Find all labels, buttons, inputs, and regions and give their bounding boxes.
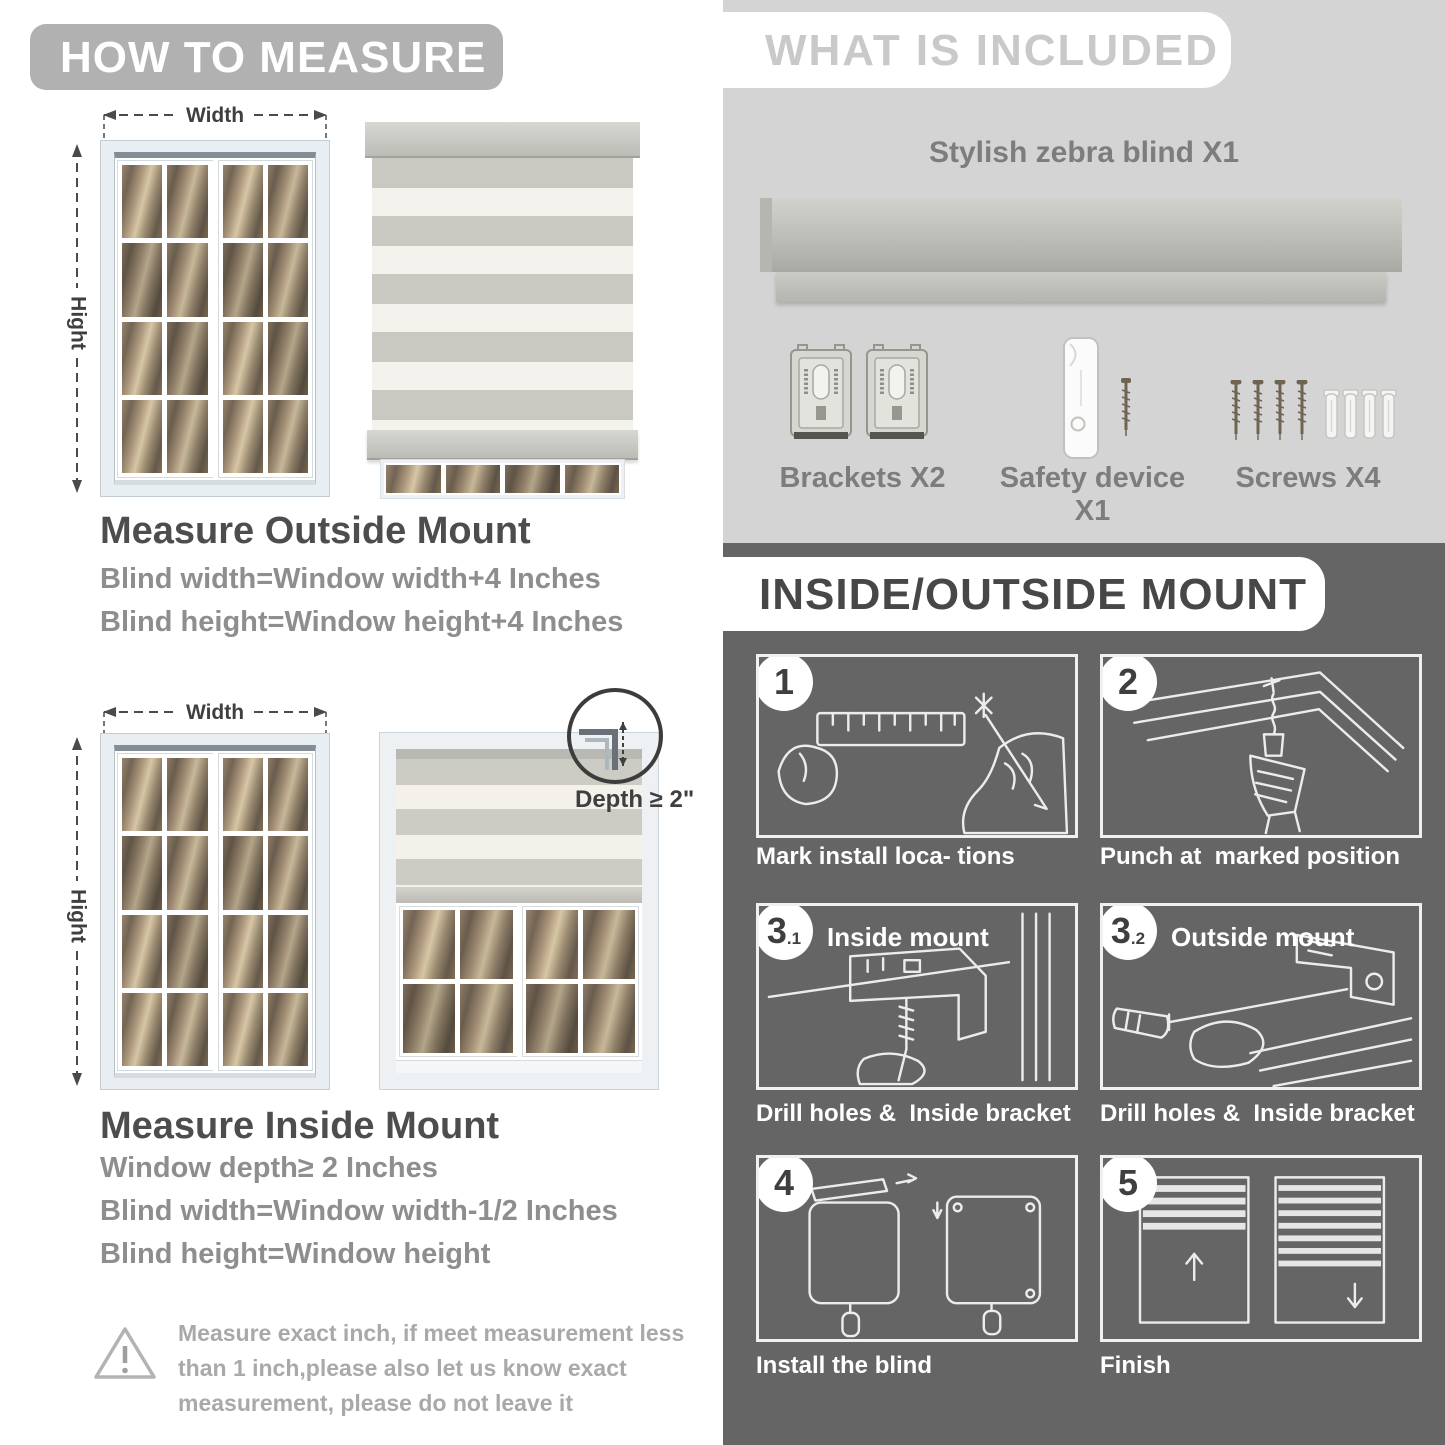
window-illustration-inside [100, 733, 330, 1090]
step-panel-3-1 [756, 903, 1078, 1090]
step-caption-1: Mark install loca- tions [756, 843, 1015, 870]
step-caption-3-1: Drill holes & Inside bracket [756, 1100, 1071, 1127]
height-arrow-outside [60, 140, 94, 497]
depth-zoom-circle [567, 688, 663, 784]
what-is-included-title: WHAT IS INCLUDED [765, 26, 1220, 75]
outside-mount-title: Measure Outside Mount [100, 510, 531, 552]
zebra-blind-headrail-lip [776, 272, 1386, 302]
width-label-inside: Width [185, 701, 245, 724]
step-panel-1 [756, 654, 1078, 838]
safety-device-label: Safety device X1 [999, 462, 1186, 527]
window-under-blind [396, 903, 642, 1060]
window-under-blind [381, 460, 624, 498]
step-panel-4 [756, 1155, 1078, 1342]
mount-banner [723, 557, 1325, 631]
warning-line-3: measurement, please do not leave it [178, 1390, 573, 1416]
warning-line-1: Measure exact inch, if meet measurement less [178, 1320, 685, 1346]
step-number-badge: 1 [756, 654, 813, 711]
step-panel-3-2 [1100, 903, 1422, 1090]
window-opening [114, 152, 316, 485]
warning-line-2: than 1 inch,please also let us know exact [178, 1355, 627, 1381]
bracket-icon [862, 342, 932, 452]
step-number-badge: 4 [756, 1155, 813, 1212]
outside-mount-label: Outside mount [1171, 922, 1355, 952]
blind-bottomrail [367, 430, 638, 460]
screw-icon [1118, 378, 1134, 438]
zebra-blind-label: Stylish zebra blind X1 [928, 136, 1240, 169]
blind-stripes [372, 158, 633, 430]
width-label-outside: Width [185, 104, 245, 127]
outside-mount-line-1: Blind width=Window width+4 Inches [100, 563, 601, 595]
outside-mount-line-2: Blind height=Window height+4 Inches [100, 606, 624, 638]
step-panel-5 [1100, 1155, 1422, 1342]
step-caption-2: Punch at marked position [1100, 843, 1401, 870]
blind-headrail [365, 122, 640, 158]
inside-mount-title: Measure Inside Mount [100, 1105, 500, 1147]
step-caption-3-2: Drill holes & Inside bracket [1100, 1100, 1415, 1127]
width-arrow-outside [100, 101, 330, 143]
what-is-included-banner [723, 12, 1231, 88]
step-caption-4: Install the blind [756, 1352, 933, 1379]
step-number-badge: 5 [1100, 1155, 1157, 1212]
depth-label: Depth ≥ 2" [575, 786, 695, 813]
screws-label: Screws X4 [1235, 462, 1381, 494]
inside-mount-label: Inside mount [827, 922, 989, 952]
anchors-icon [1324, 390, 1396, 438]
step-number-badge: 3 .1 [756, 903, 813, 960]
depth-detail-icon [571, 692, 651, 772]
warning-icon [92, 1322, 158, 1384]
inside-mount-line-3: Blind height=Window height [100, 1238, 491, 1270]
how-to-measure-banner [30, 24, 503, 90]
how-to-measure-title: HOW TO MEASURE [60, 33, 487, 82]
step-number-badge: 2 [1100, 654, 1157, 711]
step-number-badge: 3 .2 [1100, 903, 1157, 960]
inside-mount-line-1: Window depth≥ 2 Inches [100, 1152, 438, 1184]
brackets-label: Brackets X2 [779, 462, 946, 494]
height-label-outside: Hight [66, 296, 90, 350]
height-label-inside: Hight [66, 889, 90, 943]
safety-device-icon [1056, 336, 1106, 462]
inside-mount-line-2: Blind width=Window width-1/2 Inches [100, 1195, 618, 1227]
mount-title: INSIDE/OUTSIDE MOUNT [759, 570, 1308, 619]
window-illustration-outside [100, 140, 330, 497]
screws-icon [1226, 380, 1398, 444]
blind-illustration-outside [365, 122, 640, 500]
step-panel-2 [1100, 654, 1422, 838]
warning-text [178, 1316, 684, 1421]
zebra-blind-headrail-image [760, 198, 1402, 272]
blind-bottomrail [396, 887, 642, 903]
bracket-icon [786, 342, 856, 452]
height-arrow-inside [60, 733, 94, 1090]
step-caption-5: Finish [1100, 1352, 1171, 1379]
